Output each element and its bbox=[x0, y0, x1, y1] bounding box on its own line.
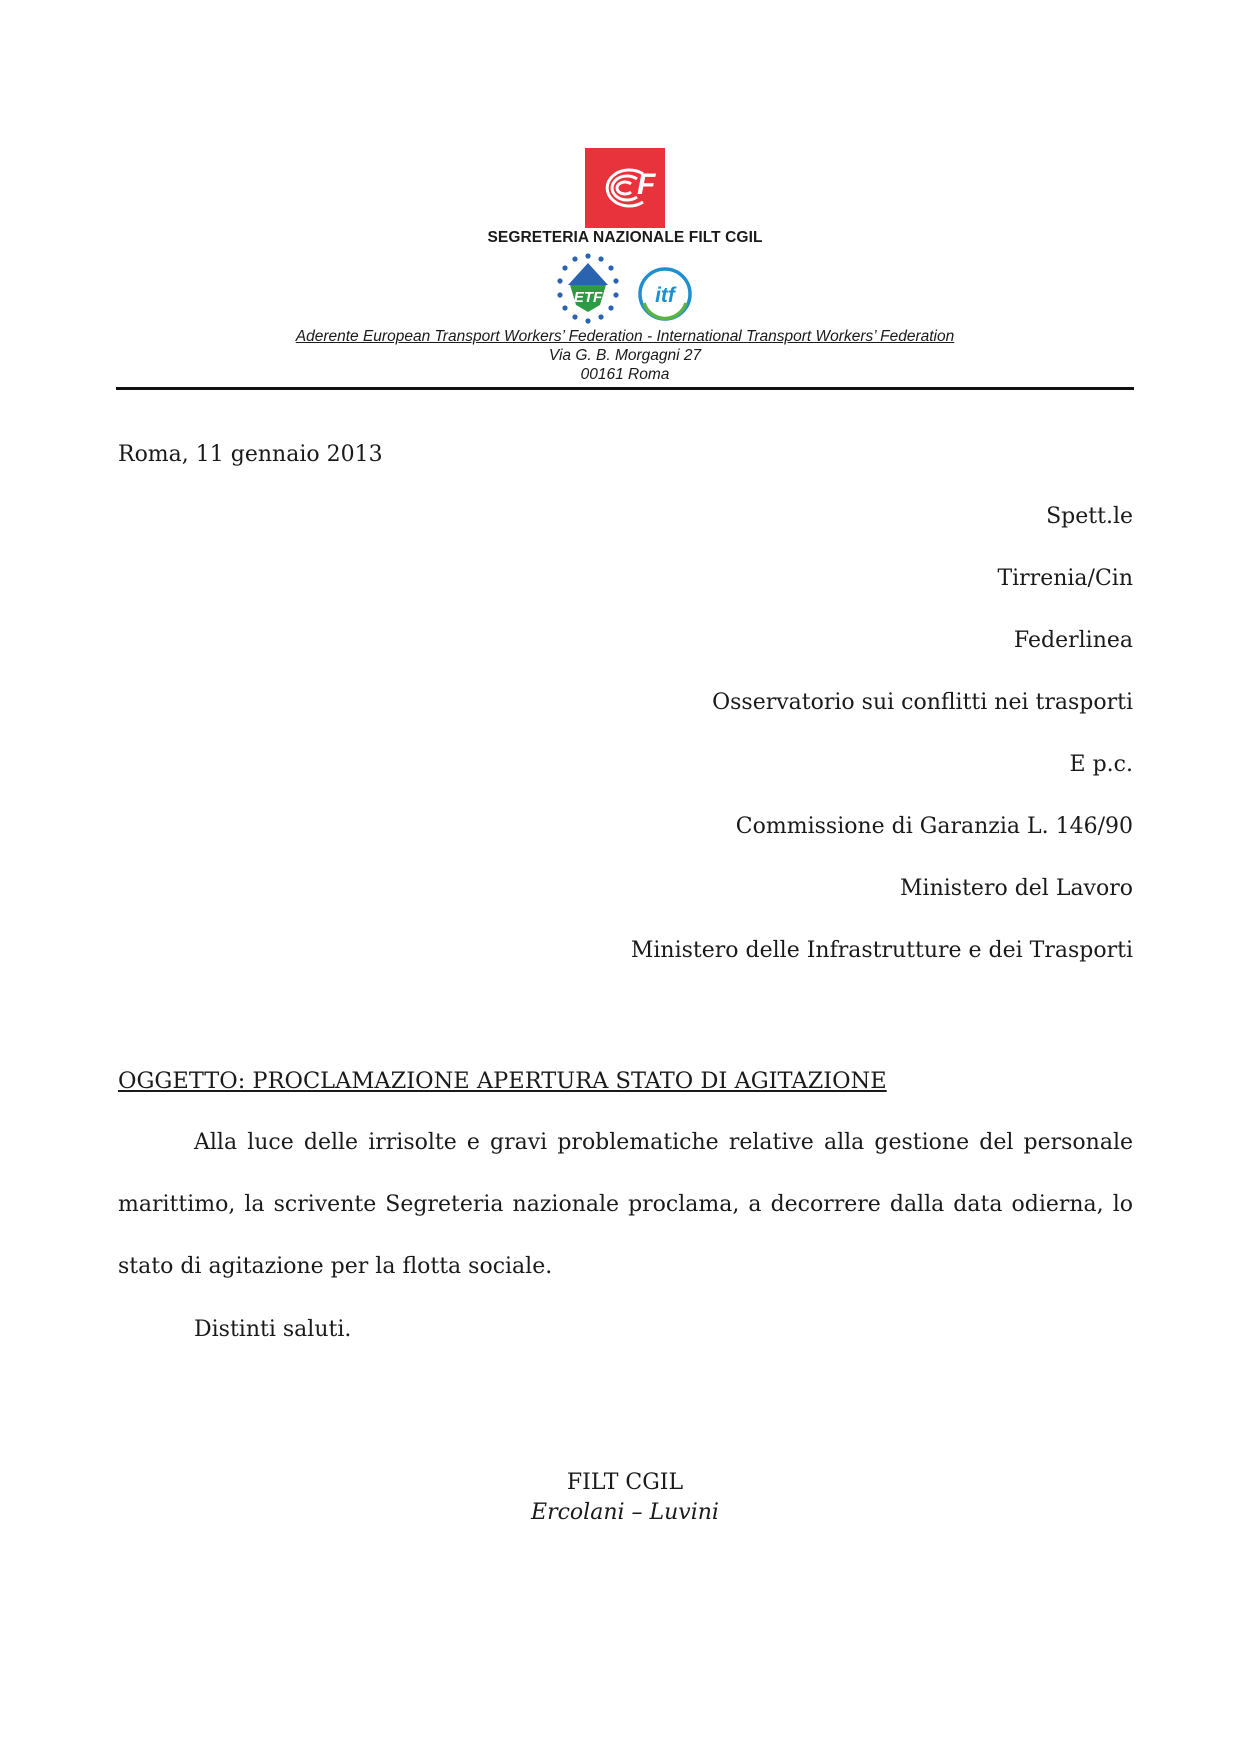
signature-names: Ercolani – Luvini bbox=[531, 1500, 719, 1525]
recipient-line: Ministero delle Infrastrutture e dei Trasporti bbox=[630, 938, 1133, 963]
recipient-line: Osservatorio sui conflitti nei trasporti bbox=[712, 690, 1133, 715]
recipient-line: Commissione di Garanzia L. 146/90 bbox=[735, 814, 1133, 839]
body-line: marittimo, la scrivente Segreteria nazionale proclama, a decorrere dalla data odierna, lo bbox=[118, 1192, 1133, 1217]
recipient-line: Tirrenia/Cin bbox=[997, 566, 1133, 591]
recipient-line: Spett.le bbox=[1046, 504, 1133, 529]
etf-logo bbox=[548, 250, 628, 328]
body-line: Alla luce delle irrisolte e gravi problematiche relative alla gestione del personale bbox=[194, 1130, 1133, 1155]
subject-line: OGGETTO: PROCLAMAZIONE APERTURA STATO DI AGITAZIONE bbox=[118, 1068, 887, 1094]
closing-line: Distinti saluti. bbox=[194, 1317, 352, 1342]
address-street: Via G. B. Morgagni 27 bbox=[548, 347, 702, 364]
itf-logo-text: itf bbox=[655, 284, 675, 307]
recipient-line: Ministero del Lavoro bbox=[900, 876, 1133, 901]
affiliation-text: Aderente European Transport Workers’ Federation - International Transport Workers’ Federation bbox=[295, 328, 955, 345]
itf-logo bbox=[636, 265, 694, 323]
organization-name: SEGRETERIA NAZIONALE FILT CGIL bbox=[487, 229, 763, 246]
filt-cgil-logo bbox=[585, 148, 665, 228]
etf-logo-text: ETF bbox=[573, 289, 603, 306]
recipient-line: Federlinea bbox=[1013, 628, 1133, 653]
address-city: 00161 Roma bbox=[580, 366, 670, 383]
header-divider bbox=[116, 387, 1134, 390]
affiliation-line bbox=[200, 327, 1050, 346]
body-line: stato di agitazione per la flotta sociale. bbox=[118, 1254, 553, 1279]
signature-organization: FILT CGIL bbox=[566, 1470, 684, 1495]
filt-logo-letter: F bbox=[637, 168, 656, 201]
recipient-line: E p.c. bbox=[1069, 752, 1133, 777]
date-line: Roma, 11 gennaio 2013 bbox=[118, 442, 383, 467]
